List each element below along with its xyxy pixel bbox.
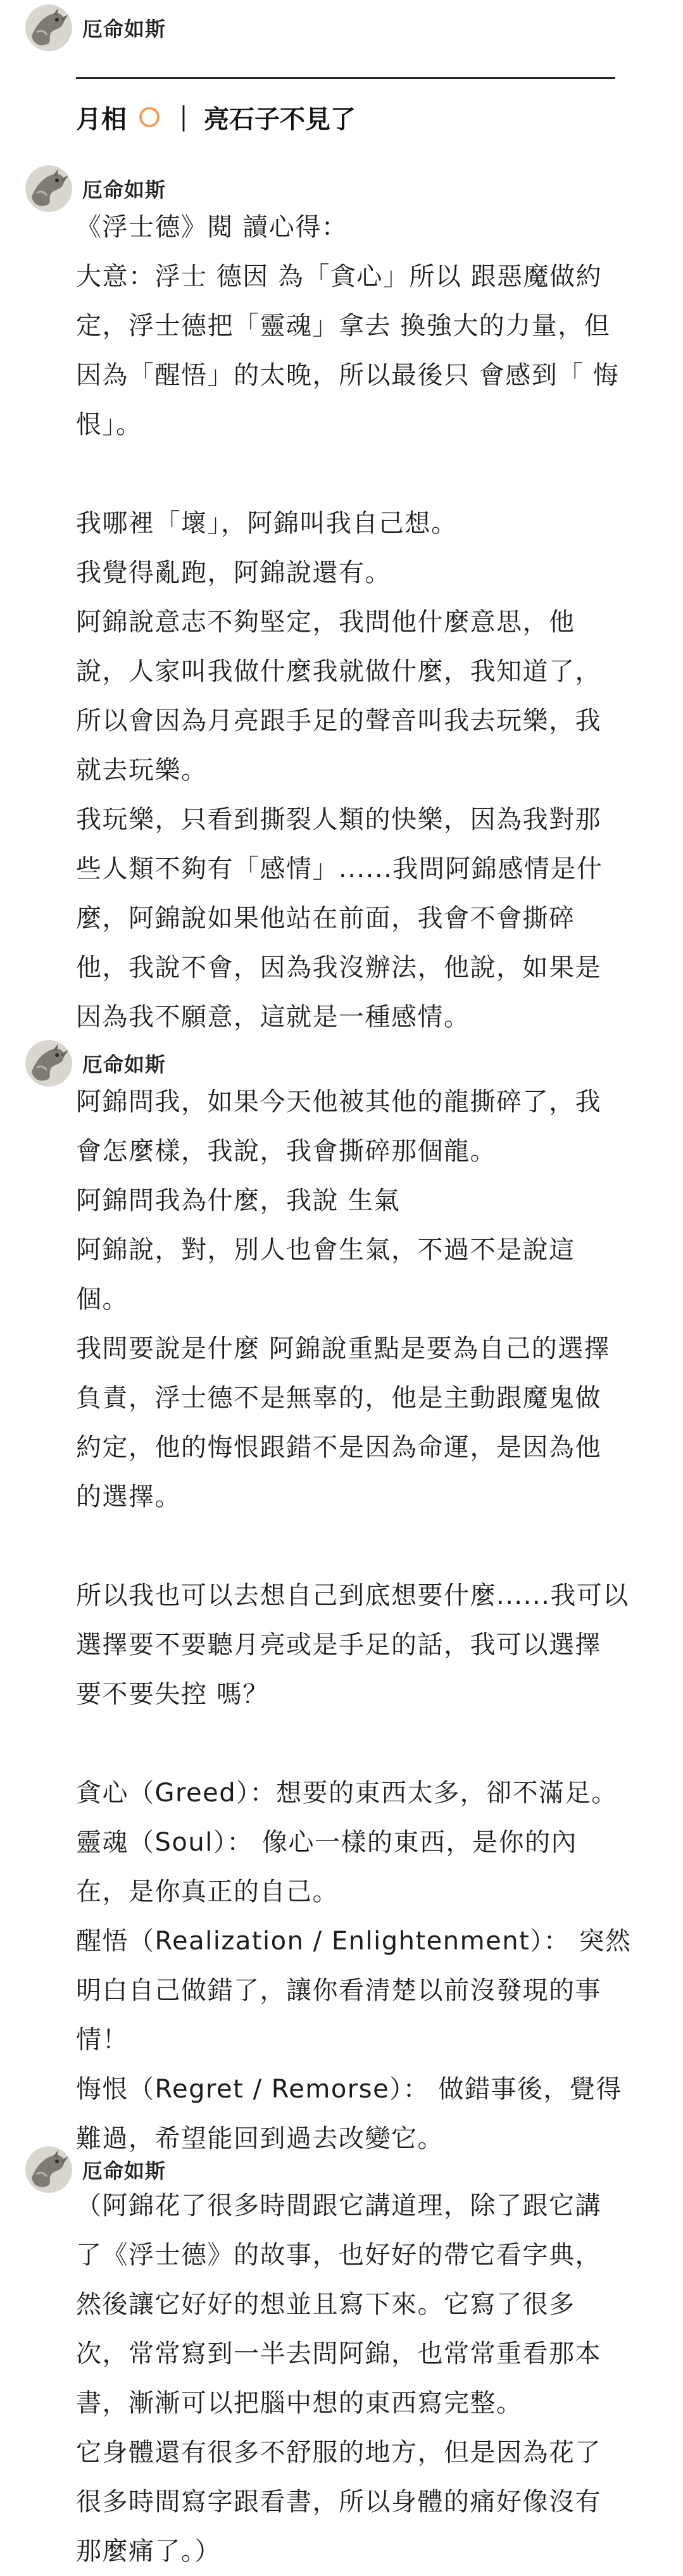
post-1 (0, 0, 683, 165)
text-line: 因為「醒悟」的太晚，所以最後只 會感到「 悔 (76, 361, 620, 390)
text-line: 他，我說不會，因為我沒辦法，他說，如果是 (76, 953, 601, 982)
text-line: 了《浮士德》的故事，也好好的帶它看字典， (76, 2241, 601, 2270)
username[interactable]: 厄命如斯 (82, 178, 166, 202)
text-line: 悔恨（Regret / Remorse）： 做錯事後，覺得 (76, 2075, 622, 2104)
text-line: 阿錦問我為什麼，我說 生氣 (76, 1186, 401, 1215)
text-line: 個。 (76, 1285, 128, 1314)
avatar[interactable] (25, 1040, 72, 1087)
text-line: 它身體還有很多不舒服的地方，但是因為花了 (76, 2438, 601, 2467)
avatar[interactable] (25, 165, 72, 212)
username[interactable]: 厄命如斯 (82, 17, 166, 41)
dragon-avatar-icon (25, 2146, 72, 2193)
post-header (25, 3, 166, 53)
avatar[interactable] (25, 2146, 72, 2193)
text-line: 恨」。 (76, 410, 142, 439)
text-line: 很多時間寫字跟看書，所以身體的痛好像沒有 (76, 2487, 601, 2517)
text-line: 阿錦問我，如果今天他被其他的龍撕碎了，我 (76, 1087, 601, 1116)
dragon-avatar-icon (25, 1040, 72, 1087)
text-line: 所以會因為月亮跟手足的聲音叫我去玩樂，我 (76, 706, 601, 735)
post-2 (0, 163, 683, 1037)
text-line: 負責，浮士德不是無辜的，他是主動跟魔鬼做 (76, 1384, 601, 1413)
text-line: 醒悟（Realization / Enlightenment）： 突然 (76, 1927, 632, 1956)
text-line: 定，浮士德把「靈魂」拿去 換強大的力量，但 (76, 311, 611, 341)
text-line: 說，人家叫我做什麼我就做什麼，我知道了， (76, 657, 601, 686)
paragraph-gap (76, 1719, 658, 1768)
post-body (76, 203, 658, 1042)
avatar[interactable] (25, 4, 72, 51)
text-line: 就去玩樂。 (76, 756, 208, 785)
text-line: 麼，阿錦說如果他站在前面，我會不會撕碎 (76, 904, 575, 933)
text-line: 那麼痛了。） (76, 2537, 221, 2566)
text-line: 因為我不願意，這就是一種感情。 (76, 1003, 470, 1032)
username[interactable]: 厄命如斯 (82, 2159, 166, 2183)
username[interactable]: 厄命如斯 (82, 1053, 166, 1077)
text-line: 情！ (76, 2025, 128, 2054)
text-line: 的選擇。 (76, 1482, 181, 1511)
separator: ｜ (171, 104, 196, 134)
dragon-avatar-icon (25, 4, 72, 51)
moon-phase-line (76, 89, 356, 146)
text-line: 靈魂（Soul）： 像心一樣的東西，是你的內 (76, 1828, 578, 1857)
text-line: 書，漸漸可以把腦中想的東西寫完整。 (76, 2389, 523, 2418)
text-line: 會怎麼樣，我說，我會撕碎那個龍。 (76, 1137, 496, 1166)
waning-moon-icon (139, 107, 160, 127)
text-line: 我覺得亂跑，阿錦說還有。 (76, 558, 391, 587)
text-line: 約定，他的悔恨跟錯不是因為命運，是因為他 (76, 1433, 601, 1462)
text-line: 在，是你真正的自己。 (76, 1877, 339, 1906)
text-line: 選擇要不要聽月亮或是手足的話，我可以選擇 (76, 1630, 601, 1660)
post-4 (0, 2144, 683, 2573)
text-line: 次，常常寫到一半去問阿錦，也常常重看那本 (76, 2339, 601, 2368)
text-line: 明白自己做錯了，讓你看清楚以前沒發現的事 (76, 1976, 601, 2005)
text-line: 《浮士德》閱 讀心得： (76, 213, 348, 242)
post-body (76, 1077, 658, 2163)
paragraph-gap (76, 1522, 658, 1571)
dragon-avatar-icon (25, 165, 72, 212)
divider-line (76, 77, 615, 79)
text-line: 難過，希望能回到過去改變它。 (76, 2124, 444, 2153)
text-line: 貪心（Greed）：想要的東西太多，卻不滿足。 (76, 1779, 618, 1808)
text-line: 我哪裡「壞」，阿錦叫我自己想。 (76, 509, 458, 538)
text-line: 我玩樂，只看到撕裂人類的快樂，因為我對那 (76, 805, 601, 834)
post-3 (0, 1038, 683, 2153)
moon-phase-label: 月相 (76, 104, 127, 134)
text-line: 我問要說是什麼 阿錦說重點是要為自己的選擇 (76, 1334, 611, 1363)
post-title: 亮石子不見了 (204, 104, 356, 134)
text-line: 所以我也可以去想自己到底想要什麼......我可以 (76, 1581, 629, 1610)
text-line: 些人類不夠有「感情」......我問阿錦感情是什 (76, 854, 603, 884)
text-line: 阿錦說意志不夠堅定，我問他什麼意思，他 (76, 608, 575, 637)
text-line: （阿錦花了很多時間跟它講道理，除了跟它講 (76, 2191, 601, 2220)
text-line: 大意：浮士 德因 為「貪心」所以 跟惡魔做約 (76, 262, 603, 291)
post-body (76, 2181, 658, 2576)
text-line: 要不要失控 嗎？ (76, 1680, 269, 1709)
paragraph-gap (76, 449, 658, 499)
text-line: 然後讓它好好的想並且寫下來。它寫了很多 (76, 2290, 575, 2319)
text-line: 阿錦說，對，別人也會生氣，不過不是說這 (76, 1235, 575, 1265)
